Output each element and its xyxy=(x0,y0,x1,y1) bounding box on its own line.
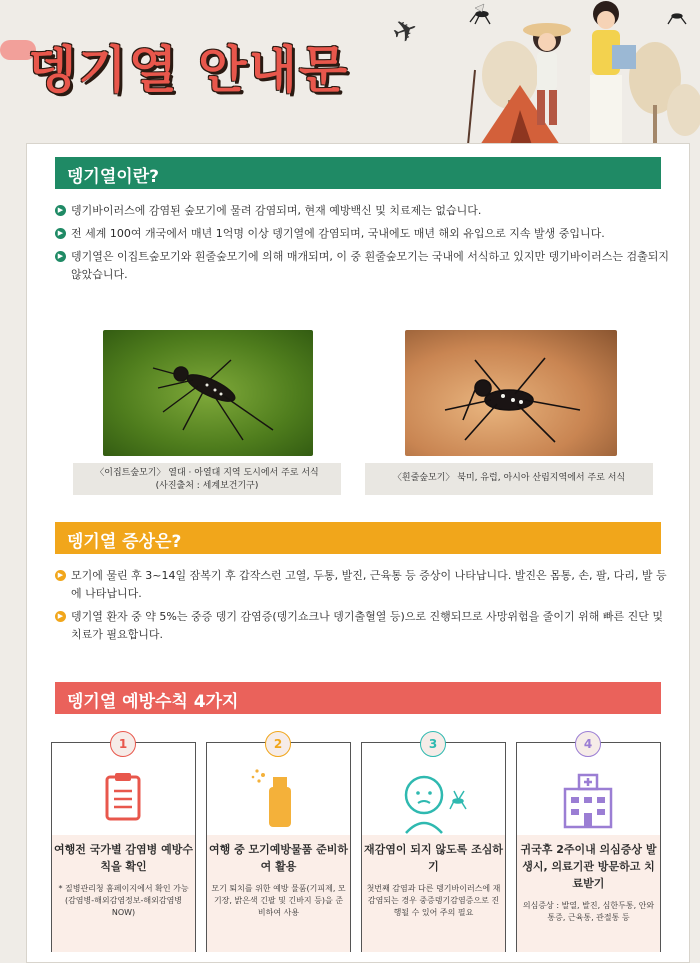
bullet-text: 모기에 물린 후 3~14일 잠복기 후 갑작스런 고열, 두통, 발진, 근육통 등 증상이 나타납니다. 발진은 몸통, 손, 팔, 다리, 발 등에 나타납니다. xyxy=(71,569,667,600)
aedes-aegypti-photo xyxy=(103,330,313,456)
page-title: 뎅기열 안내문 xyxy=(28,41,350,99)
photo-caption-aegypti xyxy=(73,463,341,495)
step-text xyxy=(517,835,660,952)
prevention-step-2 xyxy=(206,737,351,952)
arrow-icon: ▶ xyxy=(55,228,66,239)
section-what-bullets xyxy=(55,202,669,289)
prevention-step-1 xyxy=(51,737,196,952)
content-card xyxy=(26,143,690,963)
sick-person-icon xyxy=(362,763,505,835)
clipboard-icon xyxy=(52,763,195,835)
bullet-text: 전 세계 100여 개국에서 매년 1억명 이상 뎅기열에 감염되며, 국내에도 매년 해외 유입으로 지속 발생 중입니다. xyxy=(71,227,605,240)
step-heading: 재감염이 되지 않도록 조심하기 xyxy=(364,843,503,873)
section-what-heading xyxy=(55,157,661,189)
section-symptoms-title: 뎅기열 증상은? xyxy=(67,532,182,552)
step-number: 1 xyxy=(110,731,136,757)
step-heading: 여행전 국가별 감염병 예방수칙을 확인 xyxy=(54,843,193,873)
list-item xyxy=(55,202,669,220)
prevention-step-4 xyxy=(516,737,661,952)
section-prevention-title: 뎅기열 예방수칙 4가지 xyxy=(67,692,239,712)
section-symptoms-heading xyxy=(55,522,661,554)
header xyxy=(0,0,700,150)
step-detail: 첫번째 감염과 다른 뎅기바이러스에 재감염되는 경우 중증뎅기감염증으로 진행될 수 있어 주의 필요 xyxy=(366,884,501,917)
step-number: 4 xyxy=(575,731,601,757)
caption-text: 〈이집트숲모기〉 열대 · 아열대 지역 도시에서 주로 서식 xyxy=(95,468,319,478)
step-detail: 의심증상 : 발열, 발진, 심한두통, 안와통증, 근육통, 관절통 등 xyxy=(522,901,655,922)
step-text xyxy=(362,835,505,952)
arrow-icon: ▶ xyxy=(55,205,66,216)
aedes-albopictus-photo xyxy=(405,330,617,456)
list-item xyxy=(55,225,669,243)
caption-text: 〈흰줄숲모기〉 북미, 유럽, 아시아 산림지역에서 주로 서식 xyxy=(392,473,626,483)
bullet-text: 뎅기열은 이집트숲모기와 흰줄숲모기에 의해 매개되며, 이 중 흰줄숲모기는 국내에 서식하고 있지만 뎅기바이러스는 검출되지 않았습니다. xyxy=(71,250,670,281)
photo-caption-albopictus xyxy=(365,463,653,495)
step-detail: 모기 퇴치를 위한 예방 물품(기피제, 모기장, 밝은색 긴팔 및 긴바지 등)을 준비하여 사용 xyxy=(211,884,346,917)
bullet-text: 뎅기바이러스에 감염된 숲모기에 물려 감염되며, 현재 예방백신 및 치료제는 없습니다. xyxy=(71,204,482,217)
arrow-icon: ▶ xyxy=(55,611,66,622)
step-heading: 여행 중 모기예방물품 준비하여 활용 xyxy=(209,843,348,873)
step-detail: * 질병관리청 홈페이지에서 확인 가능 (감염병-해외감염정보-해외감염병NOW) xyxy=(58,884,189,917)
arrow-icon: ▶ xyxy=(55,570,66,581)
step-text xyxy=(207,835,350,952)
arrow-icon: ▶ xyxy=(55,251,66,262)
airplane-icon: ✈ xyxy=(387,10,424,53)
bullet-text: 뎅기열 환자 중 약 5%는 중증 뎅기 감염증(뎅기쇼크나 뎅기출혈열 등)으로 진행되므로 사망위험을 줄이기 위해 빠른 진단 및 치료가 필요합니다. xyxy=(71,610,664,641)
photo-source: (사진출처 : 세계보건기구) xyxy=(155,481,259,491)
prevention-step-3 xyxy=(361,737,506,952)
section-symptoms-bullets xyxy=(55,567,669,649)
hospital-icon xyxy=(517,763,660,835)
step-text xyxy=(52,835,195,952)
list-item xyxy=(55,248,669,284)
list-item xyxy=(55,567,669,603)
step-heading: 귀국후 2주이내 의심증상 발생시, 의료기관 방문하고 치료받기 xyxy=(520,843,657,890)
prevention-steps xyxy=(51,737,661,954)
section-what-title: 뎅기열이란? xyxy=(67,167,159,187)
list-item xyxy=(55,608,669,644)
travelers-illustration xyxy=(440,0,700,150)
section-prevention-heading xyxy=(55,682,661,714)
spray-bottle-icon xyxy=(207,763,350,835)
step-number: 3 xyxy=(420,731,446,757)
step-number: 2 xyxy=(265,731,291,757)
